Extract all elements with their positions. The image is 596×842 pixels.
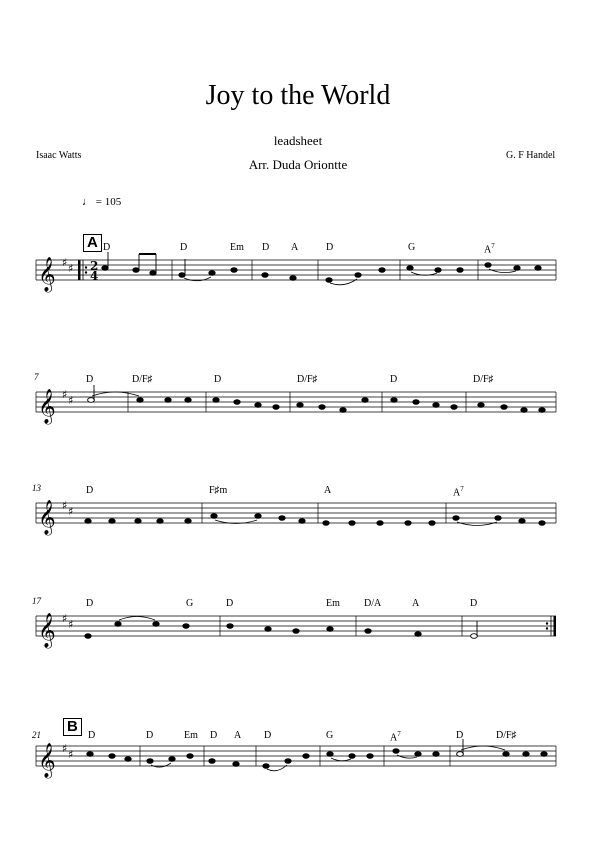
chord-symbol: A — [412, 598, 420, 609]
key-signature-icon: ♯ — [68, 394, 74, 407]
staff-system-3 — [0, 483, 596, 543]
chord-symbol: Em — [326, 598, 340, 609]
key-signature-icon: ♯ — [68, 748, 74, 761]
lyricist: Isaac Watts — [36, 150, 82, 161]
chord-symbol: D — [264, 730, 272, 741]
chord-symbol: Em — [230, 242, 244, 253]
key-signature-icon: ♯ — [68, 618, 74, 631]
chord-symbol: A — [324, 485, 332, 496]
music-staff — [0, 372, 596, 432]
key-signature-icon: ♯ — [62, 612, 68, 625]
chord-symbol: F♯m — [209, 485, 228, 496]
chord-symbol: D — [470, 598, 478, 609]
chord-symbol: D — [86, 374, 94, 385]
chord-symbol: D/A — [364, 598, 382, 609]
key-signature-icon: ♯ — [62, 499, 68, 512]
chord-symbol: D/F♯ — [496, 730, 517, 741]
key-signature-icon: ♯ — [68, 262, 74, 275]
staff-system-2 — [0, 372, 596, 432]
treble-clef-icon: 𝄞 — [38, 613, 56, 648]
chord-symbol: D — [226, 598, 234, 609]
chord-symbol: $A^7$ — [484, 242, 495, 256]
music-staff — [0, 483, 596, 543]
music-staff — [0, 240, 596, 300]
measure-number: 17 — [32, 596, 41, 606]
chord-symbol: D — [88, 730, 96, 741]
chord-symbol: $A^7$ — [390, 730, 401, 744]
treble-clef-icon: 𝄞 — [38, 500, 56, 535]
measure-number: 21 — [32, 730, 41, 740]
chord-symbol: $A^7$ — [453, 485, 464, 499]
chord-symbol: D — [103, 242, 111, 253]
key-signature-icon: ♯ — [62, 256, 68, 269]
chord-symbol: A — [234, 730, 242, 741]
chord-symbol: D — [180, 242, 188, 253]
chord-symbol: D/F♯ — [473, 374, 494, 385]
measure-number: 7 — [34, 372, 39, 382]
chord-symbol: D — [326, 242, 334, 253]
chord-symbol: D — [146, 730, 154, 741]
staff-system-4 — [0, 596, 596, 656]
chord-symbol: D/F♯ — [132, 374, 153, 385]
music-staff — [0, 596, 596, 656]
treble-clef-icon: 𝄞 — [38, 389, 56, 424]
rehearsal-mark-a: A — [83, 234, 102, 252]
composer: G. F Handel — [506, 150, 556, 161]
chord-symbol: D — [210, 730, 218, 741]
chord-symbol: D/F♯ — [297, 374, 318, 385]
tempo-marking: ♩ = 105 — [82, 196, 122, 208]
chord-symbol: D — [390, 374, 398, 385]
measure-number: 13 — [32, 483, 41, 493]
staff-system-1 — [0, 234, 596, 300]
music-staff — [0, 726, 596, 786]
key-signature-icon: ♯ — [68, 505, 74, 518]
chord-symbol: G — [408, 242, 416, 253]
treble-clef-icon: 𝄞 — [38, 257, 56, 292]
chord-symbol: D — [214, 374, 222, 385]
chord-symbol: A — [291, 242, 299, 253]
chord-symbol: D — [456, 730, 464, 741]
chord-symbol: G — [186, 598, 194, 609]
staff-system-5 — [0, 718, 596, 778]
chord-symbol: Em — [184, 730, 198, 741]
time-signature-bottom: 4 — [90, 269, 99, 283]
time-signature-top: 2 — [90, 259, 99, 273]
chord-symbol: D — [262, 242, 270, 253]
rehearsal-mark-b: B — [63, 718, 82, 736]
key-signature-icon: ♯ — [62, 388, 68, 401]
song-title: Joy to the World — [205, 80, 391, 111]
chord-symbol: D — [86, 598, 94, 609]
arranger: Arr. Duda Oriontte — [248, 157, 348, 172]
subtitle: leadsheet — [273, 133, 323, 148]
key-signature-icon: ♯ — [62, 742, 68, 755]
chord-symbol: D — [86, 485, 94, 496]
chord-symbol: G — [326, 730, 334, 741]
treble-clef-icon: 𝄞 — [38, 743, 56, 778]
